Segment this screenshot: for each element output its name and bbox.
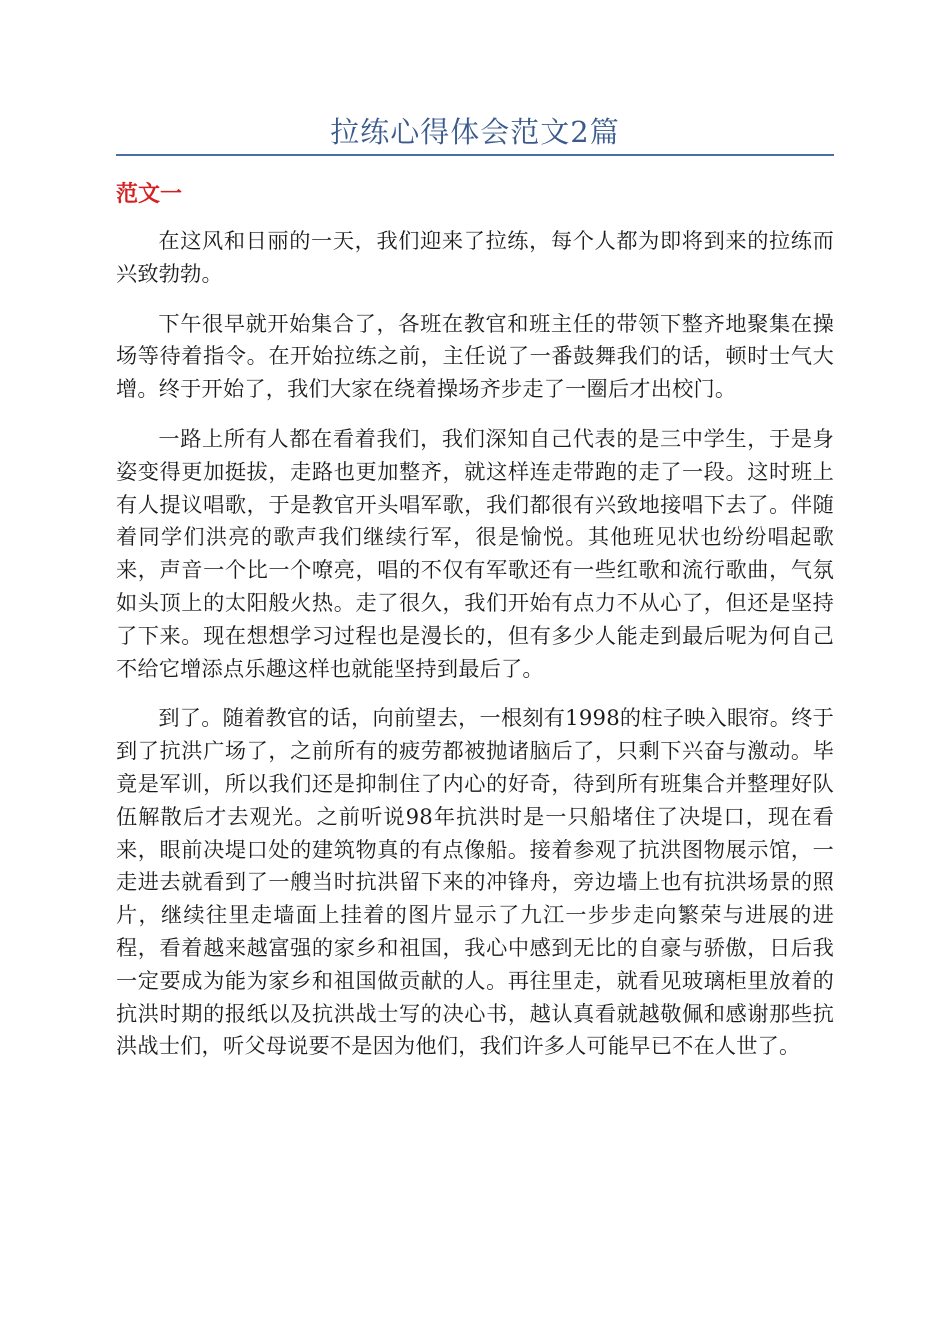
body-text	[116, 225, 834, 1080]
document-title: 拉练心得体会范文2篇	[330, 115, 620, 149]
paragraph-3: 一路上所有人都在看着我们，我们深知自己代表的是三中学生，于是身姿变得更加挺拔，走路也更加整齐，就这样连走带跑的走了一段。这时班上有人提议唱歌，于是教官开头唱军歌，我们都很有兴致地接唱下去了。伴随着同学们洪亮的歌声我们继续行军，很是愉悦。其他班见状也纷纷唱起歌来，声音一个比一个嘹亮，唱的不仅有军歌还有一些红歌和流行歌曲，气氛如头顶上的太阳般火热。走了很久，我们开始有点力不从心了，但还是坚持了下来。现在想想学习过程也是漫长的，但有多少人能走到最后呢为何自己不给它增添点乐趣这样也就能坚持到最后了。	[116, 425, 834, 681]
paragraph-4: 到了。随着教官的话，向前望去，一根刻有1998的柱子映入眼帘。终于到了抗洪广场了，之前所有的疲劳都被抛诸脑后了，只剩下兴奋与激动。毕竟是军训，所以我们还是抑制住了内心的好奇，待到所有班集合并整理好队伍解散后才去观光。之前听说98年抗洪时是一只船堵住了决堤口，现在看来，眼前决堤口处的建筑物真的有点像船。接着参观了抗洪图物展示馆，一走进去就看到了一艘当时抗洪留下来的冲锋舟，旁边墙上也有抗洪场景的照片，继续往里走墙面上挂着的图片显示了九江一步步走向繁荣与进展的进程，看着越来越富强的家乡和祖国，我心中感到无比的自豪与骄傲，日后我一定要成为能为家乡和祖国做贡献的人。再往里走，就看见玻璃柜里放着的抗洪时期的报纸以及抗洪战士写的决心书，越认真看就越敬佩和感谢那些抗洪战士们，听父母说要不是因为他们，我们许多人可能早已不在人世了。	[116, 705, 834, 1059]
title-underline	[116, 154, 834, 156]
section-heading: 范文一	[116, 182, 183, 207]
paragraph-1: 在这风和日丽的一天，我们迎来了拉练，每个人都为即将到来的拉练而兴致勃勃。	[116, 228, 834, 286]
paragraph-2: 下午很早就开始集合了，各班在教官和班主任的带领下整齐地聚集在操场等待着指令。在开始拉练之前，主任说了一番鼓舞我们的话，顿时士气大增。终于开始了，我们大家在绕着操场齐步走了一圈后才出校门。	[116, 310, 834, 402]
